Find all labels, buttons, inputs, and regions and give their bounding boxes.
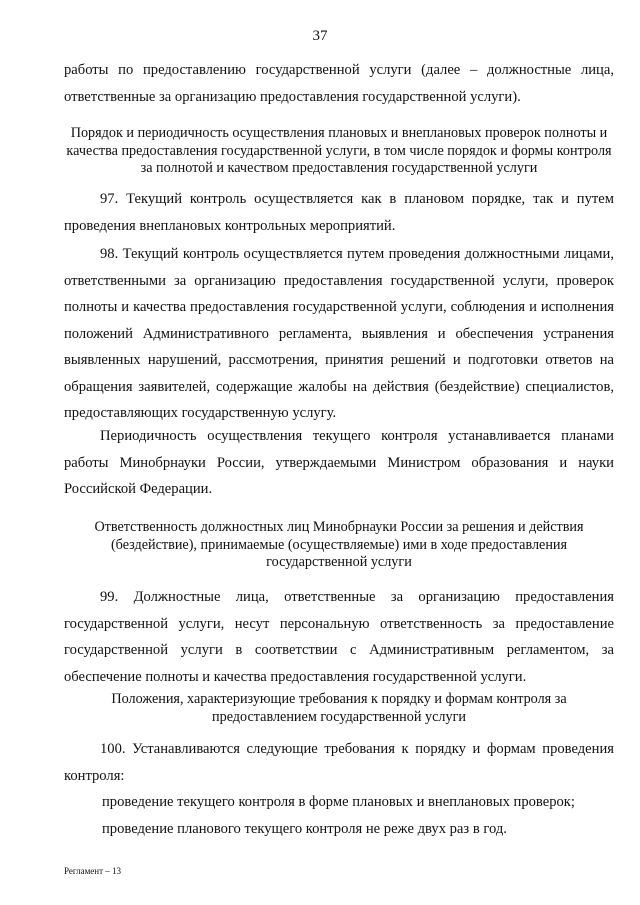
paragraph-periodicity: Периодичность осуществления текущего контроля устанавливается планами работы Минобрнауки России, утверждаемыми Министром образования и науки Российской Федерации. (64, 428, 614, 497)
paragraph-periodicity-block (64, 423, 614, 503)
section-heading-control-requirements: Положения, характеризующие требования к порядку и формам контроля за предоставлением государственной услуги (111, 691, 567, 725)
footer-note: Регламент – 13 (64, 866, 122, 876)
paragraph-98: 98. Текущий контроль осуществляется путем проведения должностными лицами, ответственными за организацию предоставления государственной услуги, проверок полноты и качества предоставления государственной услуги, соблюдения и исполнения положений Административного регламента, выявления и обеспечения устранения выявленных нарушений, рассмотрения, принятия решений и подготовки ответов на обращения заявителей, содержащие жалобы на действия (бездействие) специалистов, предоставляющих государственную услугу. (64, 246, 614, 421)
paragraph-97: 97. Текущий контроль осуществляется как в плановом порядке, так и путем проведения внеплановых контрольных мероприятий. (64, 191, 614, 234)
section-heading-control-order: Порядок и периодичность осуществления плановых и внеплановых проверок полноты и качества предоставления государственной услуги, в том числе порядок и формы контроля за полнотой и качеством предоставления государственной услуги (66, 125, 612, 176)
list-item: проведение планового текущего контроля не реже двух раз в год. (102, 820, 507, 837)
page-number: 37 (312, 28, 328, 44)
paragraph-100-block (64, 736, 614, 789)
section-heading-responsibility: Ответственность должностных лиц Минобрнауки России за решения и действия (бездействие), принимаемые (осуществляемые) ими в ходе предоставления государственной услуги (94, 519, 584, 570)
paragraph-99: 99. Должностные лица, ответственные за организацию предоставления государственной услуги, несут персональную ответственность за предоставление государственной услуги в соответствии с Административным регламентом, за обеспечение полноты и качества предоставления государственной услуги. (64, 589, 614, 685)
requirements-list (64, 789, 614, 842)
list-item: проведение текущего контроля в форме плановых и внеплановых проверок; (102, 794, 575, 810)
paragraph-intro-block (64, 57, 614, 110)
paragraph-97-block (64, 186, 614, 239)
paragraph-98-block (64, 241, 614, 427)
paragraph-99-block (64, 584, 614, 690)
paragraph-intro: работы по предоставлению государственной услуги (далее – должностные лица, ответственные за организацию предоставления государственной услуги). (64, 62, 614, 105)
paragraph-100: 100. Устанавливаются следующие требования к порядку и формам проведения контроля: (64, 741, 614, 784)
